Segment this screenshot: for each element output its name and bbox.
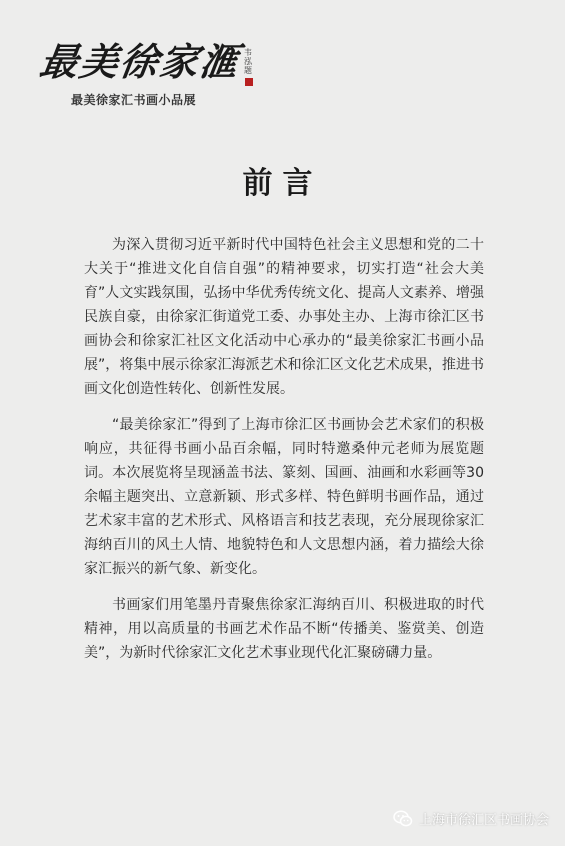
account-name: 上海市徐汇区书画协会 [418, 813, 549, 828]
logo-calligraphy: 最美徐家滙 [36, 39, 244, 84]
logo-signature: 韦泓题 [244, 48, 252, 75]
exhibition-logo [36, 38, 260, 108]
page-title: 前言 [242, 166, 323, 201]
preface-paragraph-1: 为深入贯彻习近平新时代中国特色社会主义思想和党的二十大关于“推进文化自信自强”的精神要求，切实打造“社会大美育”人文实践氛围，弘扬中华优秀传统文化、提高人文素养、增强民族自豪，由徐家汇街道党工委、办事处主办、上海市徐汇区书画协会和徐家汇社区文化活动中心承办的“最美徐家汇书画小品展”，将集中展示徐家汇海派艺术和徐汇区文化艺术成果，推进书画文化创造性转化、创新性发展。 [84, 237, 484, 397]
preface-body [84, 233, 484, 677]
seal-icon [245, 78, 253, 86]
preface-paragraph-3: 书画家们用笔墨丹青聚焦徐家汇海纳百川、积极进取的时代精神，用以高质量的书画艺术作品不断“传播美、鉴赏美、创造美”，为新时代徐家汇文化艺术事业现代化汇聚磅礴力量。 [84, 597, 484, 661]
preface-paragraph-2: “最美徐家汇”得到了上海市徐汇区书画协会艺术家们的积极响应，共征得书画小品百余幅，同时特邀桑仲元老师为展览题词。本次展览将呈现涵盖书法、篆刻、国画、油画和水彩画等30余幅主题突出、立意新颖、形式多样、特色鲜明书画作品，通过艺术家丰富的艺术形式、风格语言和技艺表现，充分展现徐家汇海纳百川的风土人情、地貌特色和人文思想内涵，着力描绘大徐家汇振兴的新气象、新变化。 [84, 417, 484, 577]
watermark [393, 809, 549, 828]
wechat-icon [393, 810, 413, 828]
logo-subtitle: 最美徐家汇书画小品展 [71, 93, 197, 107]
